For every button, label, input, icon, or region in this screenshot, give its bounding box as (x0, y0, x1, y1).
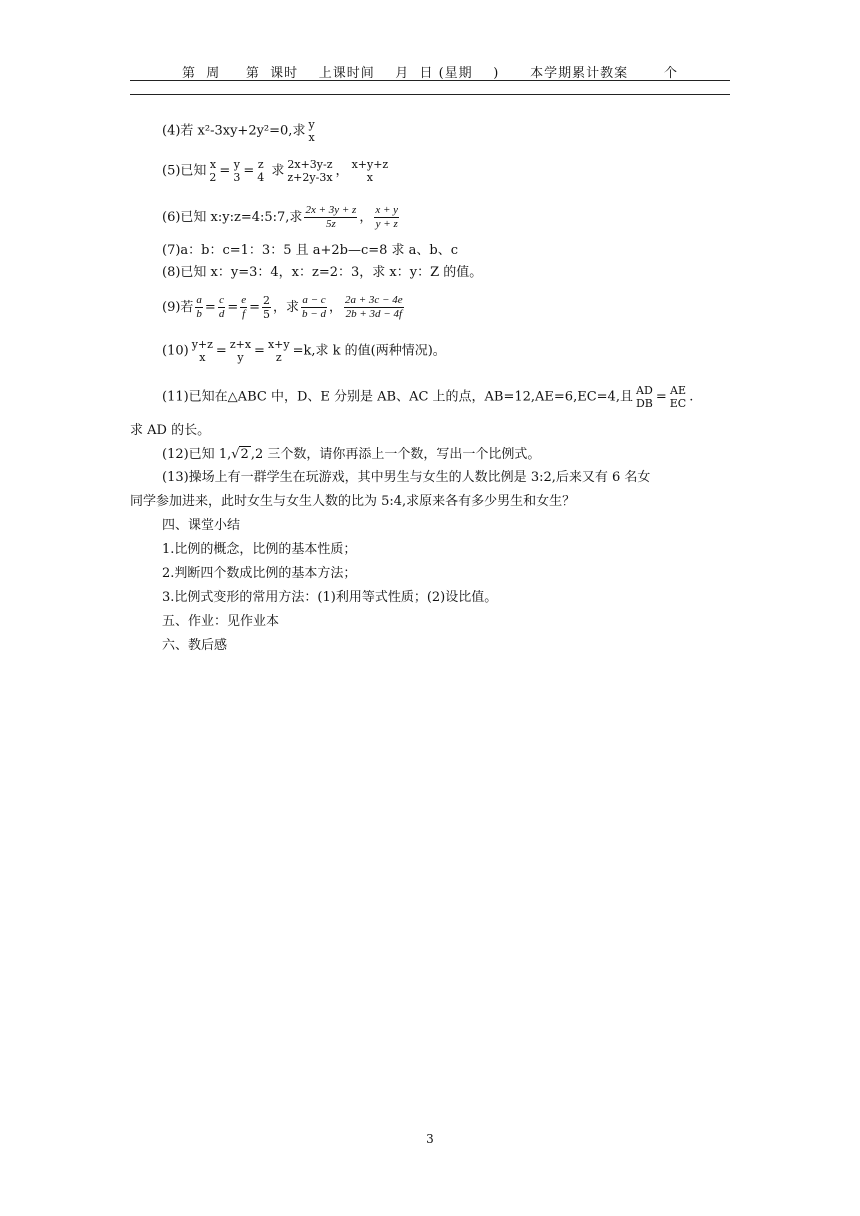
q4-text: (4)若 x²-3xy+2y²=0,求 (162, 123, 306, 139)
q4-fraction: y x (308, 118, 315, 144)
question-7: (7)a：b：c=1：3：5 且 a+2b—c=8 求 a、b、c (162, 243, 459, 258)
sqrt-2: 2 (240, 447, 249, 462)
question-11: (11)已知在△ABC 中，D、E 分别是 AB、AC 上的点，AB=12,AE=6,EC=4,且 AD DB = AE EC . (162, 384, 694, 410)
reflection-heading: 六、教后感 (162, 638, 228, 653)
question-13: (13)操场上有一群学生在玩游戏，其中男生与女生的人数比例是 3:2,后来又有 6 名女 (162, 470, 651, 485)
page-number: 3 (426, 1132, 434, 1146)
q5-target-1: 2x+3y-z z+2y-3x (287, 158, 333, 184)
page-header: 第 周 第 课时 上课时间 月 日 (星期 ) 本学期累计教案 个 (181, 66, 679, 81)
question-5: (5)已知 x 2 = y 3 = z 4 求 2x+3y-z z+2y-3x ， x+y+z x (162, 158, 389, 184)
q5-target-2: x+y+z x (351, 158, 389, 184)
q5-ratio-z: z 4 (257, 158, 265, 184)
q5-ratio-y: y 3 (233, 158, 241, 184)
question-4 (162, 118, 318, 144)
summary-point-2: 2.判断四个数成比例的基本方法； (162, 566, 357, 581)
question-6: (6)已知 x:y:z=4:5:7,求 $\frac{2x + 3y + z}{5z}$ ， $\frac{x + y}{y + z}$ (162, 204, 399, 230)
question-10: (10) y+z x = z+x y = x+y z =k,求 k 的值(两种情况)。 (162, 338, 446, 364)
question-8: (8)已知 x：y=3：4，x：z=2：3，求 x：y：Z 的值。 (162, 265, 483, 280)
q9-target-2: $\frac{2a + 3c - 4e}{2b + 3d - 4f}$ (345, 294, 403, 320)
q5-ratio-x: x 2 (209, 158, 217, 184)
question-9: (9)若 $\frac{a}{b}$ = $\frac{c}{d}$ = $\frac{e}{f}$ = $\frac{2}{5}$ ，求 $\frac{a - c}{b - d}$ ， $\frac{2a + 3c - 4e}{2b + 3d - 4f}$ (162, 294, 403, 321)
question-11-line2: 求 AD 的长。 (130, 423, 211, 438)
summary-point-3: 3.比例式变形的常用方法：(1)利用等式性质；(2)设比值。 (162, 590, 498, 605)
question-13-line2: 同学参加进来，此时女生与女生人数的比为 5:4,求原来各有多少男生和女生？ (130, 494, 576, 509)
homework-line: 五、作业：见作业本 (162, 614, 280, 629)
header-rule-top (130, 80, 730, 81)
question-12: (12)已知 1,√2 ,2 三个数，请你再添上一个数，写出一个比例式。 (162, 447, 541, 462)
q6-target-2: $\frac{x + y}{y + z}$ (375, 204, 399, 230)
header-rule-bottom (130, 94, 730, 95)
summary-heading: 四、课堂小结 (162, 518, 241, 533)
q9-target-1: $\frac{a - c}{b - d}$ (302, 294, 326, 320)
summary-point-1: 1.比例的概念，比例的基本性质； (162, 542, 357, 557)
q6-target-1: $\frac{2x + 3y + z}{5z}$ (305, 204, 357, 230)
